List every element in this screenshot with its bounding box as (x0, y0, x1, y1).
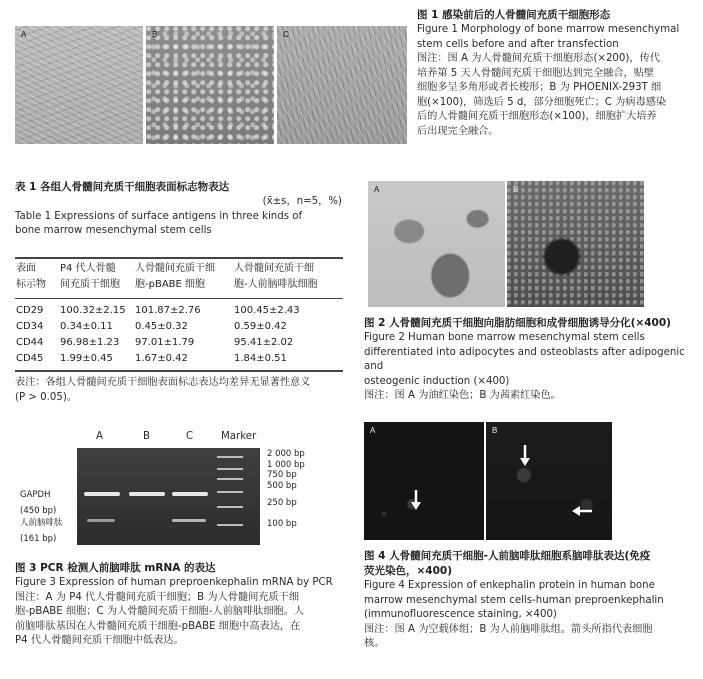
fig1-legend-line: 后的人骨髓间充质干细胞形态(×100)，细胞扩大培养 (417, 111, 657, 122)
lane-label: C (186, 431, 194, 442)
fig3-legend-line: 图注：A 为 P4 代人骨髓间充质干细胞；B 为人骨髓间充质干细 (15, 591, 300, 603)
table1-title-en-line: Table 1 Expressions of surface antigens in three kinds of (15, 210, 303, 222)
ladder-label: 2 000 bp (267, 449, 305, 459)
ppe-band-lane-c (172, 519, 206, 522)
fig1-legend-line: 图注：图 A 为人骨髓间充质干细胞形态(×200)，传代 (417, 53, 660, 64)
table1-title-cn: 表 1 各组人骨髓间充质干细胞表面标志物表达 (15, 181, 230, 193)
table-header: 表面 (16, 263, 36, 274)
lane-label: Marker (221, 431, 257, 442)
fig1-panel-a-micrograph (15, 26, 143, 144)
ladder-band (217, 524, 243, 526)
table-cell: 100.45±2.43 (234, 305, 300, 316)
table1-stat-note: (x̄±s，n=5，%) (262, 196, 342, 207)
table-top-rule (15, 257, 343, 259)
ladder-band (217, 456, 243, 458)
fig3-legend-line: 前脑啡肽基因在人骨髓间充质干细胞-pBABE 细胞中高表达，在 (15, 620, 301, 632)
fig3-caption (15, 561, 355, 649)
panel-label: B (152, 30, 158, 39)
table-cell: 96.98±1.23 (60, 337, 120, 348)
table-cell: CD44 (16, 337, 44, 348)
gapdh-band-lane-b (129, 492, 165, 496)
fig1-title-en-line: stem cells before and after transfection (417, 38, 619, 50)
panel-label: C (283, 30, 289, 39)
fig4-caption (364, 549, 699, 652)
fig3-legend-line: 胞-pBABE 细胞；C 为人骨髓间充质干细胞-人前脑啡肽细胞。人 (15, 606, 305, 617)
table-cell: 0.34±0.11 (60, 321, 113, 332)
ppe-label: 人前脑啡肽 (20, 518, 63, 528)
lane-label: B (143, 431, 150, 442)
table-cell: 1.99±0.45 (60, 353, 113, 364)
ladder-label: 250 bp (267, 497, 297, 508)
table-header-rule (15, 298, 343, 299)
fig2-title-en-line: Figure 2 Human bone marrow mesenchymal stem cells (364, 332, 645, 343)
fig1-legend-line: 细胞多呈多角形或者长梭形；B 为 PHOENIX-293T 细 (417, 82, 662, 93)
fig2-panel-a-micrograph (368, 181, 505, 307)
fig4-panel-a-overlay (364, 422, 484, 540)
gapdh-band-lane-a (84, 492, 120, 496)
fig3-legend-line: P4 代人骨髓间充质干细胞中低表达。 (15, 635, 184, 646)
arrowhead-icon (520, 458, 530, 466)
table-bottom-rule (15, 370, 343, 372)
table1-footnote (15, 376, 350, 405)
ladder-band (217, 506, 243, 508)
table-cell: 101.87±2.76 (135, 305, 201, 316)
fig1-panel-b-micrograph (146, 26, 274, 144)
table-header: 胞-人前脑啡肽细胞 (234, 279, 318, 290)
fig4-title-en-line: marrow mesenchymal stem cells-human preproenkephalin (364, 594, 664, 606)
table-cell: 95.41±2.02 (234, 337, 294, 348)
fig4-title-en-line: (immunofluorescence staining, ×400) (364, 609, 557, 620)
gel-left-labels (20, 489, 63, 545)
panel-label: A (21, 30, 27, 39)
table-header: 人骨髓间充质干细 (135, 263, 215, 274)
fig4-title-en-line: Figure 4 Expression of enkephalin protein in human bone (364, 580, 655, 591)
table-cell: 0.59±0.42 (234, 321, 287, 332)
fig1-legend-line: 胞(×100)，筛选后 5 d，部分细胞死亡；C 为病毒感染 (417, 96, 667, 108)
table-header: 间充质干细胞 (60, 279, 120, 290)
arrowhead-icon (572, 506, 580, 516)
panel-label: B (492, 426, 498, 435)
table-cell: 1.67±0.42 (135, 353, 188, 364)
fig4-title-cn-line: 图 4 人骨髓间充质干细胞-人前脑啡肽细胞系脑啡肽表达(免疫 (364, 550, 651, 562)
ladder-labels (267, 449, 305, 529)
fig4-panel-b-overlay (486, 422, 612, 540)
table-header: 标示物 (16, 279, 46, 290)
fig4-title-cn-line: 荧光染色，×400) (364, 565, 453, 577)
fig3-title-cn: 图 3 PCR 检测人前脑啡肽 mRNA 的表达 (15, 562, 216, 574)
cell-nucleus (381, 511, 387, 517)
pcr-gel-image (77, 448, 260, 545)
table1-caption (15, 180, 350, 239)
fig4-legend-line: 图注：图 A 为空载体组；B 为人前脑啡肽组。箭头所指代表细胞 (364, 623, 653, 635)
ladder-label: 1 000 bp (267, 459, 305, 470)
fig3-title-en: Figure 3 Expression of human preproenkephalin mRNA by PCR (15, 577, 333, 588)
table-header: 人骨髓间充质干细 (234, 263, 314, 274)
fig1-panel-c-micrograph (277, 26, 407, 144)
table-cell: 0.45±0.32 (135, 321, 188, 332)
ladder-label: 100 bp (267, 518, 297, 529)
fig1-title-cn: 图 1 感染前后的人骨髓间充质干细胞形态 (417, 9, 611, 21)
ladder-band (217, 478, 243, 480)
panel-label: A (374, 185, 380, 194)
table-cell: 100.32±2.15 (60, 305, 126, 316)
fig1-legend-line: 培养第 5 天人骨髓间充质干细胞达到完全融合，贴壁 (417, 67, 655, 79)
fig2-legend: 图注：图 A 为油红染色；B 为茜素红染色。 (364, 390, 561, 401)
table-header: P4 代人骨髓 (60, 263, 116, 274)
ladder-label: 750 bp (267, 470, 297, 481)
table1-footnote-line: (P > 0.05)。 (15, 391, 77, 403)
fig4-legend-line: 核。 (364, 638, 385, 649)
fig1-legend-line: 后出现完全融合。 (417, 125, 499, 137)
ladder-label: 500 bp (267, 481, 297, 492)
fig4-panel-b-micrograph (486, 422, 612, 540)
table-cell: 1.84±0.51 (234, 353, 287, 364)
table-cell: CD34 (16, 321, 44, 332)
table1-footnote-line: 表注：各组人骨髓间充质干细胞表面标志表达均差异无显著性意义 (15, 377, 311, 388)
panel-label: B (513, 185, 519, 194)
ppe-size-label: (161 bp) (20, 534, 57, 544)
panel-label: A (370, 426, 376, 435)
gapdh-label: GAPDH (20, 490, 51, 500)
table1-title-en-line: bone marrow mesenchymal stem cells (15, 225, 212, 236)
fig2-title-en-line: differentiated into adipocytes and osteoblasts after adipogenic and (364, 346, 685, 372)
fig1-caption (417, 8, 699, 139)
gapdh-band-lane-c (172, 492, 208, 496)
table-cell: 97.01±1.79 (135, 337, 195, 348)
ladder-band (217, 491, 243, 493)
table-cell: CD29 (16, 305, 44, 316)
fig2-panel-b-micrograph (507, 181, 644, 307)
fig2-caption (364, 316, 699, 404)
fig1-title-en-line: Figure 1 Morphology of bone marrow mesenchymal (417, 24, 680, 35)
ladder-band (217, 468, 243, 470)
fig2-title-cn: 图 2 人骨髓间充质干细胞向脂肪细胞和成骨细胞诱导分化(×400) (364, 317, 671, 329)
fig4-panel-a-micrograph (364, 422, 484, 540)
ppe-band-lane-a (87, 519, 115, 522)
table-header: 胞-pBABE 细胞 (135, 279, 206, 290)
lane-label: A (96, 431, 103, 442)
fig2-title-en-line: osteogenic induction (×400) (364, 375, 510, 387)
table-cell: CD45 (16, 353, 44, 364)
gapdh-size-label: (450 bp) (20, 506, 57, 516)
